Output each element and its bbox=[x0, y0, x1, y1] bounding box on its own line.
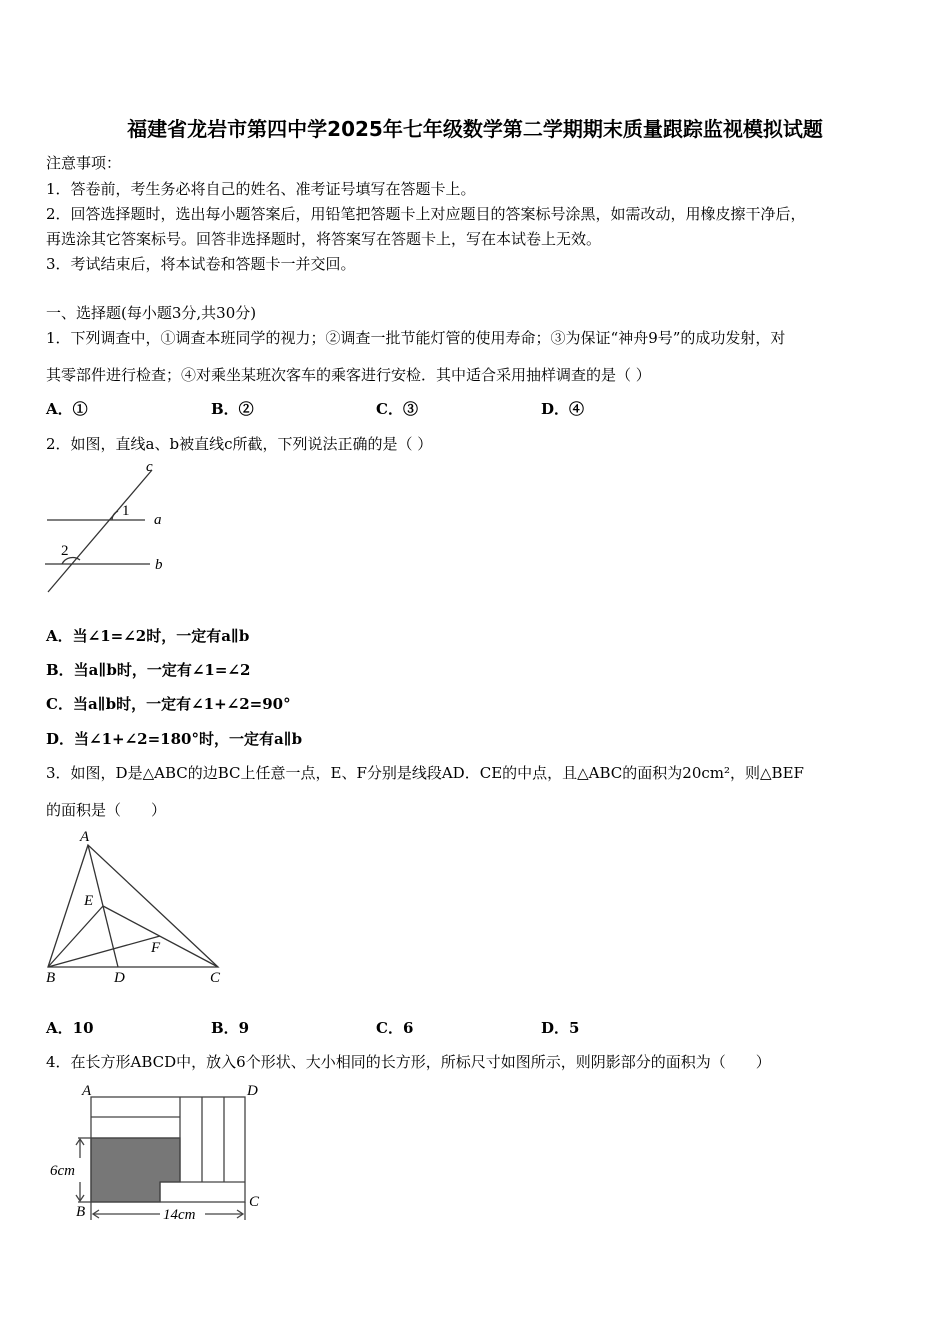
q1-option-a: A．① bbox=[46, 400, 88, 418]
label-b: b bbox=[155, 557, 163, 573]
question-1-text: 1．下列调查中，①调查本班同学的视力；②调查一批节能灯管的使用寿命；③为保证“神舟9号”的成功发射，对 bbox=[46, 329, 786, 347]
label-B: B bbox=[76, 1204, 86, 1220]
q3-option-d: D．5 bbox=[541, 1019, 580, 1037]
question-2-text: 2．如图，直线a、b被直线c所截，下列说法正确的是（ ） bbox=[46, 435, 433, 453]
q3-option-b: B．9 bbox=[211, 1019, 250, 1037]
q3-option-c: C．6 bbox=[376, 1019, 414, 1037]
q2-option-d: D．当∠1+∠2=180°时，一定有a∥b bbox=[46, 730, 303, 748]
label-C: C bbox=[210, 970, 221, 986]
label-angle-1: 1 bbox=[122, 503, 130, 519]
notice-heading: 注意事项： bbox=[46, 154, 122, 172]
figure-rectangle bbox=[76, 1097, 245, 1220]
section-heading: 一、选择题(每小题3分,共30分) bbox=[46, 304, 257, 322]
label-F: F bbox=[151, 940, 161, 956]
q1-option-c: C．③ bbox=[376, 400, 418, 418]
notice-item: 3．考试结束后，将本试卷和答题卡一并交回。 bbox=[46, 255, 356, 273]
label-angle-2: 2 bbox=[61, 543, 69, 559]
notice-item: 再选涂其它答案标号。回答非选择题时，将答案写在答题卡上，写在本试卷上无效。 bbox=[46, 230, 602, 248]
question-3-text: 的面积是（ ） bbox=[46, 801, 167, 819]
label-width: 14cm bbox=[163, 1207, 196, 1223]
q2-option-b: B．当a∥b时，一定有∠1=∠2 bbox=[46, 661, 251, 679]
label-D: D bbox=[247, 1083, 258, 1099]
label-B: B bbox=[46, 970, 56, 986]
label-A: A bbox=[80, 829, 90, 845]
figure-triangle bbox=[48, 845, 218, 967]
question-3-text: 3．如图，D是△ABC的边BC上任意一点，E、F分别是线段AD．CE的中点，且△ABC的面积为20cm²，则△BEF bbox=[46, 764, 804, 782]
question-4-text: 4．在长方形ABCD中，放入6个形状、大小相同的长方形，所标尺寸如图所示，则阴影部分的面积为（ ） bbox=[46, 1053, 771, 1071]
q2-option-a: A．当∠1=∠2时，一定有a∥b bbox=[46, 627, 250, 645]
label-c: c bbox=[146, 459, 153, 475]
q2-option-c: C．当a∥b时，一定有∠1+∠2=90° bbox=[46, 695, 291, 713]
q1-option-d: D．④ bbox=[541, 400, 585, 418]
q3-option-a: A．10 bbox=[46, 1019, 94, 1037]
page-title: 福建省龙岩市第四中学2025年七年级数学第二学期期末质量跟踪监视模拟试题 bbox=[127, 117, 823, 141]
notice-item: 1．答卷前，考生务必将自己的姓名、准考证号填写在答题卡上。 bbox=[46, 180, 476, 198]
label-height: 6cm bbox=[50, 1163, 75, 1179]
q1-option-b: B．② bbox=[211, 400, 254, 418]
notice-item: 2．回答选择题时，选出每小题答案后，用铅笔把答题卡上对应题目的答案标号涂黑，如需改动，用橡皮擦干净后， bbox=[46, 205, 806, 223]
question-1-text: 其零部件进行检查；④对乘坐某班次客车的乘客进行安检．其中适合采用抽样调查的是（ ） bbox=[46, 366, 651, 384]
label-D: D bbox=[114, 970, 125, 986]
label-E: E bbox=[84, 893, 94, 909]
label-C: C bbox=[249, 1194, 260, 1210]
label-A: A bbox=[82, 1083, 92, 1099]
label-a: a bbox=[154, 512, 162, 528]
figure-parallel-lines bbox=[45, 470, 152, 592]
